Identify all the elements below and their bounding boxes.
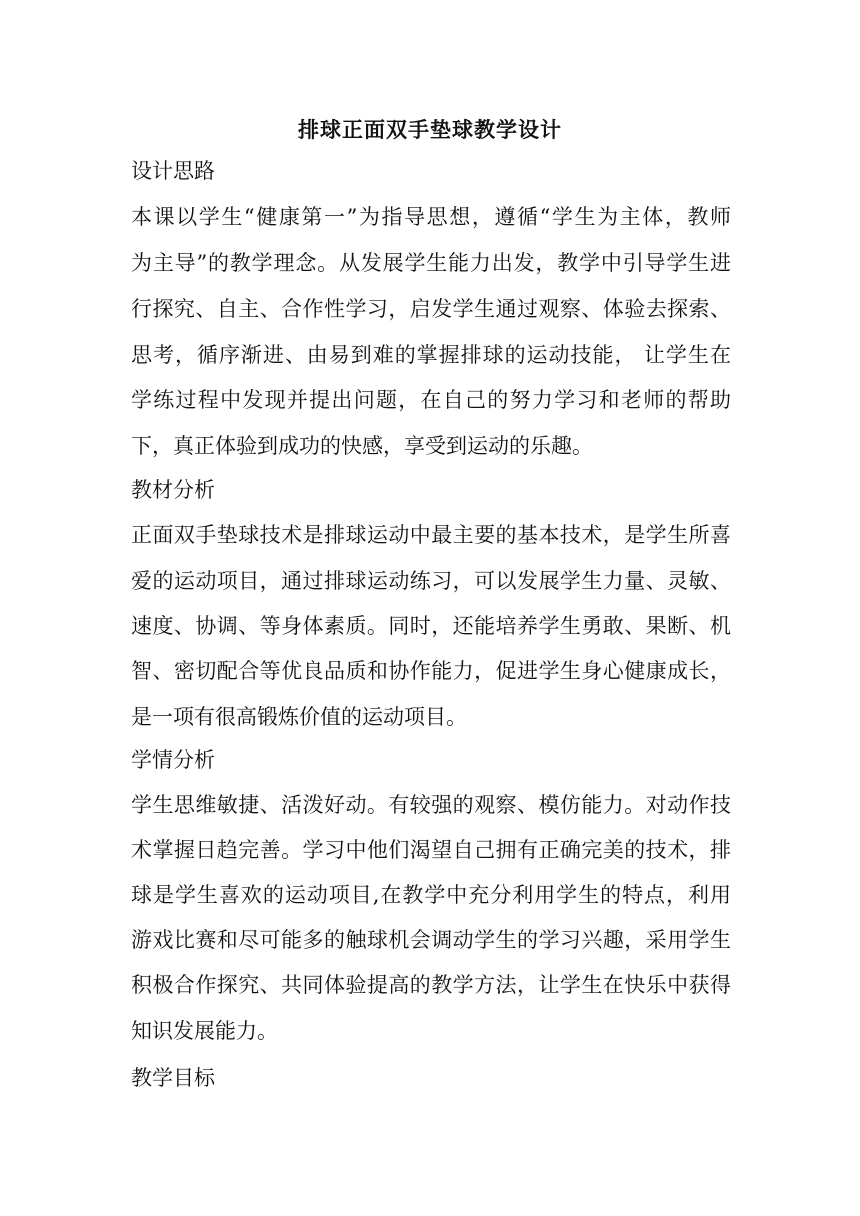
- section-heading-material-analysis: 教材分析: [131, 478, 215, 502]
- paragraph-line: 为主导”的教学理念。从发展学生能力出发，教学中引导学生进: [131, 251, 731, 275]
- paragraph-line: 球是学生喜欢的运动项目,在教学中充分利用学生的特点，利用: [131, 883, 731, 907]
- paragraph-line: 智、密切配合等优良品质和协作能力，促进学生身心健康成长，: [131, 659, 731, 683]
- paragraph-line: 行探究、自主、合作性学习，启发学生通过观察、体验去探索、: [131, 297, 731, 321]
- paragraph-line: 速度、协调、等身体素质。同时，还能培养学生勇敢、果断、机: [131, 614, 731, 638]
- paragraph-line: 学练过程中发现并提出问题，在自己的努力学习和老师的帮助: [131, 388, 731, 412]
- section-heading-teaching-goals: 教学目标: [131, 1066, 215, 1090]
- paragraph-line: 游戏比赛和尽可能多的触球机会调动学生的学习兴趣，采用学生: [131, 928, 731, 952]
- paragraph-line: 爱的运动项目，通过排球运动练习，可以发展学生力量、灵敏、: [131, 569, 731, 593]
- paragraph-line: 下，真正体验到成功的快感，享受到运动的乐趣。: [131, 434, 593, 458]
- document-title: 排球正面双手垫球教学设计: [298, 117, 562, 142]
- paragraph-line: 思考，循序渐进、由易到难的掌握排球的运动技能， 让学生在: [131, 343, 731, 367]
- paragraph-line: 正面双手垫球技术是排球运动中最主要的基本技术，是学生所喜: [131, 523, 731, 547]
- paragraph-line: 知识发展能力。: [131, 1019, 278, 1043]
- paragraph-line: 本课以学生“健康第一”为指导思想，遵循“学生为主体，教师: [131, 205, 731, 229]
- paragraph-line: 术掌握日趋完善。学习中他们渴望自己拥有正确完美的技术，排: [131, 838, 731, 862]
- paragraph-line: 学生思维敏捷、活泼好动。有较强的观察、模仿能力。对动作技: [131, 793, 731, 817]
- paragraph-line: 是一项有很高锻炼价值的运动项目。: [131, 705, 467, 729]
- section-heading-student-analysis: 学情分析: [131, 748, 215, 772]
- section-heading-design-idea: 设计思路: [131, 159, 215, 183]
- paragraph-line: 积极合作探究、共同体验提高的教学方法，让学生在快乐中获得: [131, 973, 731, 997]
